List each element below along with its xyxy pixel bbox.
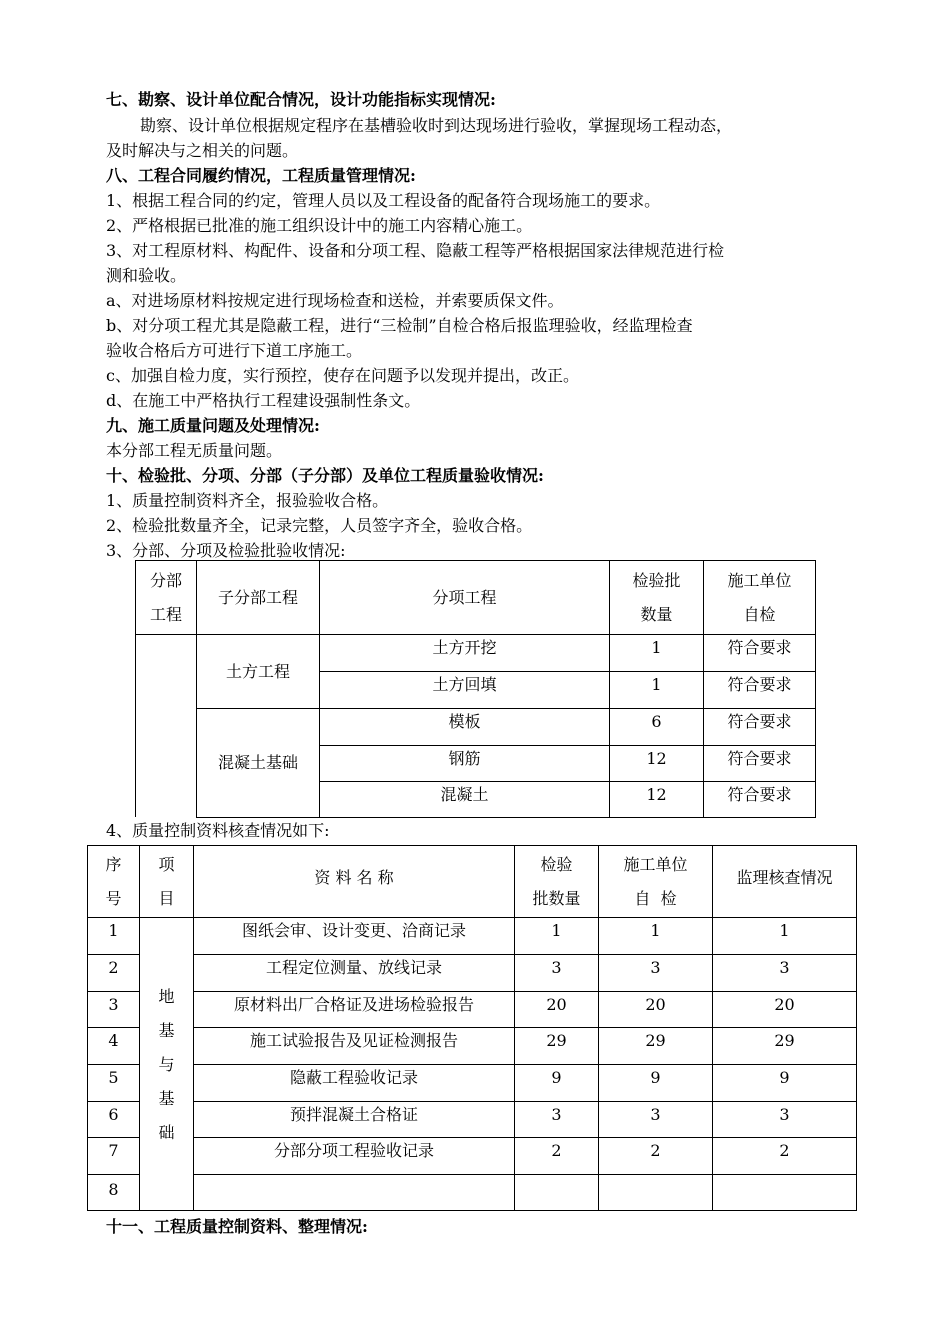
t2-header-supervision: 监理核查情况: [736, 868, 833, 887]
t2-row-3-self: 20: [645, 995, 666, 1014]
section-8-item-2: 2、严格根据已批准的施工组织设计中的施工内容精心施工。: [106, 216, 533, 235]
t2-row-3-sup: 20: [774, 995, 795, 1014]
t2-row-6-sup: 3: [779, 1105, 790, 1124]
t1-row-4-item: 钢筋: [448, 749, 481, 768]
t1-header-item: 分项工程: [432, 587, 497, 607]
section-8-item-c: c、加强自检力度，实行预控，使存在问题予以发现并提出，改正。: [106, 366, 579, 385]
t2-row-2-self: 3: [650, 958, 661, 977]
section-8-item-3b: 测和验收。: [106, 266, 187, 285]
t2-row-3-no: 3: [108, 995, 119, 1014]
t1-header-subdivision: 子分部工程: [217, 587, 298, 607]
t2-project-foundation: 地 基 与 基 础: [158, 986, 175, 1142]
t2-header-doc-name: 资 料 名 称: [314, 868, 394, 887]
t1-row-5-item: 混凝土: [440, 785, 489, 804]
t1-row-1-count: 1: [651, 638, 662, 657]
t2-row-6-no: 6: [108, 1105, 119, 1124]
section-10-item-4: 4、质量控制资料核查情况如下:: [106, 821, 330, 840]
t2-header-selfcheck: 施工单位 自 检: [623, 854, 688, 908]
t2-row-1-no: 1: [108, 921, 119, 940]
t2-header-project: 项 目: [158, 854, 175, 908]
section-7-title: 七、勘察、设计单位配合情况，设计功能指标实现情况:: [106, 90, 496, 109]
t1-row-2-check: 符合要求: [727, 675, 792, 694]
t2-row-2-no: 2: [108, 958, 119, 977]
t2-row-1-name: 图纸会审、设计变更、洽商记录: [241, 921, 466, 940]
t2-row-8-no: 8: [108, 1180, 119, 1199]
t2-row-6-self: 3: [650, 1105, 661, 1124]
t2-row-6-qty: 3: [551, 1105, 562, 1124]
t1-row-1-item: 土方开挖: [432, 638, 497, 657]
t2-row-7-no: 7: [108, 1141, 119, 1160]
t1-row-1-check: 符合要求: [727, 638, 792, 657]
t2-row-5-self: 9: [650, 1068, 661, 1087]
t2-row-5-no: 5: [108, 1068, 119, 1087]
t2-row-5-name: 隐蔽工程验收记录: [289, 1068, 418, 1087]
section-8-item-a: a、对进场原材料按规定进行现场检查和送检，并索要质保文件。: [106, 291, 564, 310]
section-9-para: 本分部工程无质量问题。: [106, 441, 283, 460]
t2-row-6-name: 预拌混凝土合格证: [289, 1105, 418, 1124]
section-8-item-b1: b、对分项工程尤其是隐蔽工程，进行“三检制”自检合格后报监理验收，经监理检查: [106, 316, 693, 335]
section-10-item-3: 3、分部、分项及检验批验收情况:: [106, 541, 346, 560]
t1-row-3-item: 模板: [448, 712, 481, 731]
t2-row-2-qty: 3: [551, 958, 562, 977]
section-7-para-line2: 及时解决与之相关的问题。: [106, 141, 299, 160]
t2-row-4-no: 4: [108, 1031, 119, 1050]
t2-row-7-sup: 2: [779, 1141, 790, 1160]
t2-row-8-sup: [713, 1172, 856, 1208]
t1-group-concrete-foundation: 混凝土基础: [217, 753, 298, 772]
t2-row-7-self: 2: [650, 1141, 661, 1160]
section-10-item-1: 1、质量控制资料齐全，报验验收合格。: [106, 491, 389, 510]
t1-row-3-count: 6: [651, 712, 662, 731]
t1-header-division: 分部 工程: [149, 570, 182, 624]
t2-row-7-name: 分部分项工程验收记录: [273, 1141, 434, 1160]
t2-row-2-name: 工程定位测量、放线记录: [265, 958, 442, 977]
t2-header-qty: 检验 批数量: [532, 854, 581, 908]
section-8-item-3a: 3、对工程原材料、构配件、设备和分项工程、隐蔽工程等严格根据国家法律规范进行检: [106, 241, 725, 260]
section-8-item-1: 1、根据工程合同的约定，管理人员以及工程设备的配备符合现场施工的要求。: [106, 191, 661, 210]
t2-row-8-self: [599, 1172, 712, 1208]
t2-row-3-qty: 20: [546, 995, 567, 1014]
t2-row-8-qty: [515, 1172, 598, 1208]
t2-row-3-name: 原材料出厂合格证及进场检验报告: [233, 995, 474, 1014]
t2-row-4-sup: 29: [774, 1031, 795, 1050]
t2-row-7-qty: 2: [551, 1141, 562, 1160]
t2-row-5-qty: 9: [551, 1068, 562, 1087]
section-9-title: 九、施工质量问题及处理情况:: [106, 416, 320, 435]
t1-row-3-check: 符合要求: [727, 712, 792, 731]
t1-row-4-count: 12: [646, 749, 667, 768]
t1-header-count: 检验批 数量: [632, 570, 681, 624]
t2-row-1-self: 1: [650, 921, 661, 940]
t1-header-selfcheck: 施工单位 自检: [727, 570, 792, 624]
t2-row-8-name: [194, 1172, 514, 1208]
section-8-item-d: d、在施工中严格执行工程建设强制性条文。: [106, 391, 421, 410]
t2-row-5-sup: 9: [779, 1068, 790, 1087]
section-11-title: 十一、工程质量控制资料、整理情况:: [106, 1217, 368, 1236]
t2-header-no: 序 号: [105, 854, 122, 908]
t2-row-1-sup: 1: [779, 921, 790, 940]
t2-row-2-sup: 3: [779, 958, 790, 977]
t2-row-1-qty: 1: [551, 921, 562, 940]
t1-row-5-count: 12: [646, 785, 667, 804]
section-10-title: 十、检验批、分项、分部（子分部）及单位工程质量验收情况:: [106, 466, 544, 485]
t1-row-2-item: 土方回填: [432, 675, 497, 694]
section-8-title: 八、工程合同履约情况，工程质量管理情况:: [106, 166, 416, 185]
t1-row-5-check: 符合要求: [727, 785, 792, 804]
t2-row-4-self: 29: [645, 1031, 666, 1050]
t1-row-2-count: 1: [651, 675, 662, 694]
section-8-item-b2: 验收合格后方可进行下道工序施工。: [106, 341, 363, 360]
section-7-para-line1: 勘察、设计单位根据规定程序在基槽验收时到达现场进行验收，掌握现场工程动态，: [140, 116, 733, 135]
t2-row-4-name: 施工试验报告及见证检测报告: [249, 1031, 458, 1050]
t1-group-earthwork: 土方工程: [225, 661, 290, 681]
section-10-item-2: 2、检验批数量齐全，记录完整，人员签字齐全，验收合格。: [106, 516, 533, 535]
t1-row-4-check: 符合要求: [727, 749, 792, 768]
t2-row-4-qty: 29: [546, 1031, 567, 1050]
